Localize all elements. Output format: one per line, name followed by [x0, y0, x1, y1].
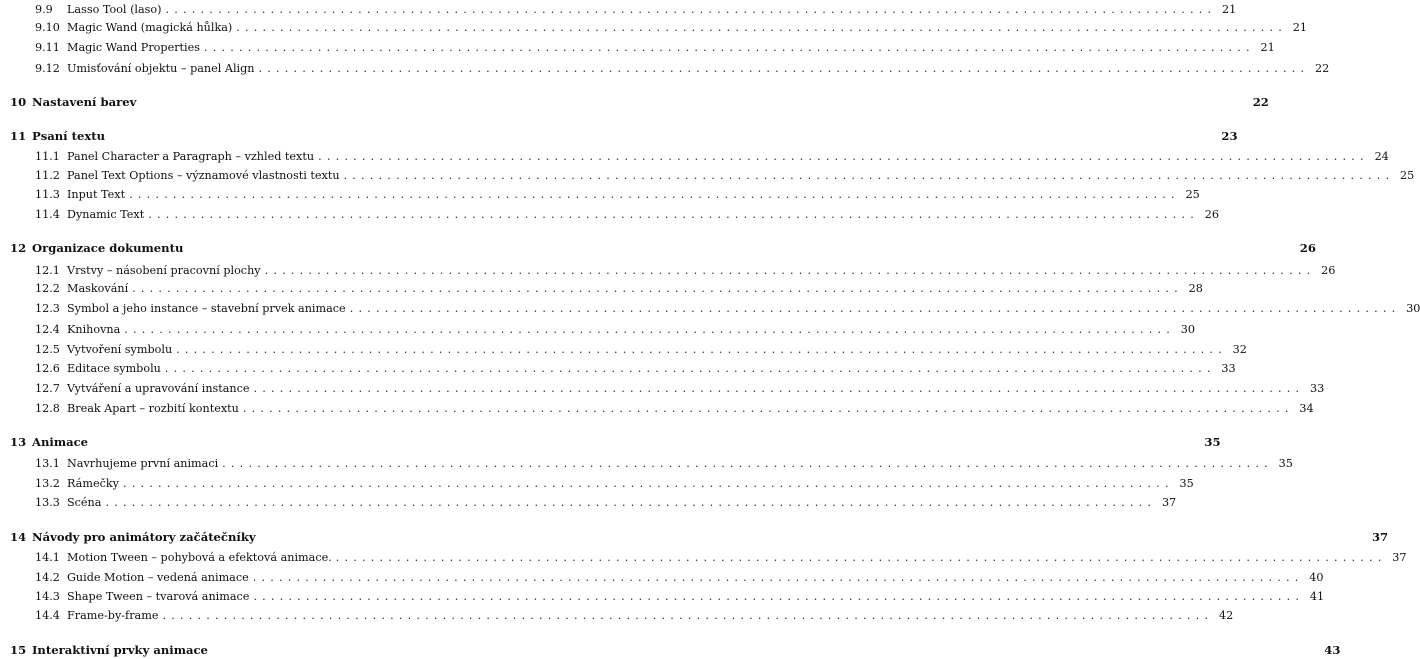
toc-section-entry[interactable] — [10, 129, 1238, 143]
toc-entry-title: Psaní textu — [32, 129, 106, 143]
toc-entry-number: 9.12 — [35, 62, 60, 75]
toc-entry-page-number: 35 — [1179, 477, 1194, 490]
toc-subsection-entry[interactable] — [10, 282, 1203, 296]
toc-entry-title: Frame-by-frame — [67, 609, 159, 622]
toc-entry-title: Knihovna — [67, 323, 121, 336]
toc-entry-number: 13.1 — [35, 457, 60, 470]
toc-dot-leader: ........................................................................................................................ — [162, 609, 1214, 622]
toc-entry-page-number: 37 — [1371, 530, 1389, 544]
toc-entry-title: Dynamic Text — [67, 208, 145, 221]
toc-entry-number: 13.3 — [35, 496, 60, 509]
toc-dot-leader: ........................................................................................................................ — [318, 150, 1369, 163]
toc-entry-title: Vrstvy – násobení pracovní plochy — [67, 264, 261, 277]
toc-entry-page-number: 26 — [1321, 264, 1336, 277]
toc-section-entry[interactable] — [10, 530, 1389, 544]
toc-entry-title: Umisťování objektu – panel Align — [67, 62, 255, 75]
toc-entry-page-number: 25 — [1185, 188, 1200, 201]
toc-subsection-entry[interactable] — [10, 362, 1236, 376]
toc-entry-page-number: 34 — [1299, 402, 1314, 415]
toc-entry-page-number: 23 — [1221, 129, 1238, 143]
toc-entry-page-number: 24 — [1374, 150, 1389, 163]
toc-entry-title: Magic Wand (magická hůlka) — [67, 21, 233, 34]
toc-entry-title: Organizace dokumentu — [32, 241, 184, 255]
toc-entry-title: Lasso Tool (laso) — [67, 3, 162, 16]
toc-entry-number: 9.10 — [35, 21, 60, 34]
toc-dot-leader: ........................................................................................................................ — [343, 169, 1395, 182]
toc-entry-title: Scéna — [67, 496, 102, 509]
toc-dot-leader: ........................................................................................................................ — [253, 590, 1305, 603]
toc-subsection-entry[interactable] — [10, 496, 1177, 510]
toc-entry-title: Magic Wand Properties — [67, 41, 200, 54]
toc-entry-title: Navrhujeme první animaci — [67, 457, 219, 470]
toc-entry-page-number: 30 — [1406, 302, 1420, 315]
toc-entry-title: Interaktivní prvky animace — [32, 643, 208, 657]
toc-dot-leader: ........................................................................................................................ — [236, 21, 1288, 34]
toc-dot-leader: ........................................................................................................................ — [132, 282, 1183, 295]
toc-dot-leader: ........................................................................................................................ — [258, 62, 1310, 75]
toc-subsection-entry[interactable] — [10, 382, 1325, 396]
toc-entry-number: 10 — [10, 95, 27, 109]
toc-entry-number: 11.2 — [35, 169, 60, 182]
toc-subsection-entry[interactable] — [10, 343, 1247, 357]
toc-entry-number: 14.2 — [35, 571, 60, 584]
toc-entry-page-number: 42 — [1218, 609, 1234, 622]
toc-entry-page-number: 32 — [1232, 343, 1247, 356]
toc-section-entry[interactable] — [10, 95, 1269, 109]
toc-dot-leader: ........................................................................................................................ — [242, 402, 1294, 415]
toc-entry-page-number: 33 — [1221, 362, 1236, 375]
toc-entry-number: 12.4 — [35, 323, 60, 336]
toc-subsection-entry[interactable] — [10, 188, 1200, 202]
toc-entry-number: 11.3 — [35, 188, 60, 201]
toc-entry-number: 11 — [10, 129, 27, 143]
toc-entry-title: Animace — [32, 435, 89, 449]
toc-entry-number: 9.9 — [35, 3, 53, 16]
toc-entry-title: Break Apart – rozbití kontextu — [67, 402, 239, 415]
toc-dot-leader: ........................................................................................................................ — [122, 477, 1174, 490]
toc-entry-title: Panel Character a Paragraph – vzhled textu — [67, 150, 315, 163]
toc-entry-page-number: 35 — [1278, 457, 1293, 470]
toc-entry-title: Maskování — [67, 282, 129, 295]
toc-entry-number: 11.1 — [35, 150, 60, 163]
toc-dot-leader: ........................................................................................................................ — [335, 551, 1387, 564]
toc-entry-page-number: 35 — [1204, 435, 1221, 449]
toc-entry-page-number: 33 — [1310, 382, 1325, 395]
toc-entry-title: Nastavení barev — [32, 95, 137, 109]
toc-entry-title: Panel Text Options – významové vlastnosti textu — [67, 169, 340, 182]
toc-subsection-entry[interactable] — [10, 169, 1415, 183]
toc-dot-leader: ........................................................................................................................ — [252, 571, 1304, 584]
toc-subsection-entry[interactable] — [10, 571, 1324, 585]
toc-subsection-entry[interactable] — [10, 41, 1275, 55]
toc-entry-number: 14 — [10, 530, 27, 544]
toc-entry-title: Input Text — [67, 188, 126, 201]
toc-entry-title: Vytvoření symbolu — [67, 343, 173, 356]
toc-entry-page-number: 43 — [1324, 643, 1341, 657]
toc-entry-page-number: 26 — [1204, 208, 1219, 221]
toc-subsection-entry[interactable] — [10, 402, 1314, 416]
toc-dot-leader: ........................................................................................................................ — [124, 323, 1176, 336]
toc-subsection-entry[interactable] — [10, 609, 1234, 623]
toc-entry-page-number: 22 — [1314, 62, 1330, 75]
toc-dot-leader: ........................................................................................................................ — [105, 496, 1157, 509]
toc-entry-number: 12.3 — [35, 302, 60, 315]
toc-entry-page-number: 22 — [1252, 95, 1269, 109]
toc-entry-number: 14.3 — [35, 590, 60, 603]
toc-entry-number: 12.8 — [35, 402, 60, 415]
toc-subsection-entry[interactable] — [10, 590, 1325, 604]
toc-entry-number: 12.2 — [35, 282, 60, 295]
toc-entry-page-number: 37 — [1392, 551, 1407, 564]
toc-subsection-entry[interactable] — [10, 62, 1330, 76]
toc-dot-leader: ........................................................................................................................ — [253, 382, 1305, 395]
toc-section-entry[interactable] — [10, 241, 1316, 255]
toc-entry-number: 9.11 — [35, 41, 60, 54]
toc-entry-number: 14.1 — [35, 551, 60, 564]
toc-dot-leader: ........................................................................................................................ — [349, 302, 1401, 315]
toc-entry-number: 12.7 — [35, 382, 60, 395]
toc-subsection-entry[interactable] — [10, 551, 1407, 565]
toc-entry-number: 12 — [10, 241, 27, 255]
toc-section-entry[interactable] — [10, 435, 1221, 449]
toc-entry-title: Shape Tween – tvarová animace — [67, 590, 250, 603]
toc-entry-title: Guide Motion – vedená animace — [67, 571, 249, 584]
toc-entry-title: Editace symbolu — [67, 362, 161, 375]
toc-subsection-entry[interactable] — [10, 3, 1237, 17]
toc-entry-page-number: 40 — [1309, 571, 1324, 584]
toc-entry-number: 15 — [10, 643, 27, 657]
toc-dot-leader: ........................................................................................................................ — [164, 362, 1216, 375]
toc-entry-title: Rámečky — [67, 477, 119, 490]
toc-entry-page-number: 30 — [1180, 323, 1196, 336]
toc-entry-number: 13.2 — [35, 477, 60, 490]
toc-subsection-entry[interactable] — [10, 457, 1293, 471]
toc-dot-leader: ........................................................................................................................ — [264, 264, 1316, 277]
toc-dot-leader: ........................................................................................................................ — [148, 208, 1199, 221]
toc-entry-title: Návody pro animátory začátečníky — [32, 530, 256, 544]
toc-entry-title: Motion Tween – pohybová a efektová animace. — [67, 551, 332, 564]
toc-subsection-entry[interactable] — [10, 323, 1196, 337]
table-of-contents — [10, 0, 1420, 659]
toc-entry-number: 12.6 — [35, 362, 60, 375]
toc-section-entry[interactable] — [10, 643, 1341, 657]
toc-entry-page-number: 41 — [1309, 590, 1325, 603]
toc-subsection-entry[interactable] — [10, 264, 1336, 278]
toc-dot-leader: ........................................................................................................................ — [222, 457, 1273, 470]
toc-entry-page-number: 21 — [1292, 21, 1308, 34]
toc-subsection-entry[interactable] — [10, 208, 1219, 222]
toc-entry-page-number: 28 — [1188, 282, 1203, 295]
toc-entry-page-number: 37 — [1161, 496, 1177, 509]
toc-subsection-entry[interactable] — [10, 302, 1420, 316]
toc-subsection-entry[interactable] — [10, 21, 1308, 35]
toc-entry-page-number: 21 — [1260, 41, 1275, 54]
toc-dot-leader: ........................................................................................................................ — [176, 343, 1227, 356]
toc-dot-leader: ........................................................................................................................ — [203, 41, 1255, 54]
toc-entry-page-number: 25 — [1400, 169, 1415, 182]
toc-entry-page-number: 21 — [1222, 3, 1237, 16]
toc-entry-number: 11.4 — [35, 208, 60, 221]
toc-entry-number: 12.5 — [35, 343, 60, 356]
toc-entry-title: Vytváření a upravování instance — [67, 382, 250, 395]
toc-dot-leader: ........................................................................................................................ — [165, 3, 1217, 16]
toc-entry-number: 12.1 — [35, 264, 60, 277]
toc-entry-title: Symbol a jeho instance – stavební prvek animace — [67, 302, 346, 315]
toc-dot-leader: ........................................................................................................................ — [129, 188, 1180, 201]
toc-subsection-entry[interactable] — [10, 150, 1389, 164]
toc-entry-page-number: 26 — [1299, 241, 1316, 255]
toc-entry-number: 13 — [10, 435, 27, 449]
toc-entry-number: 14.4 — [35, 609, 60, 622]
toc-subsection-entry[interactable] — [10, 477, 1194, 491]
